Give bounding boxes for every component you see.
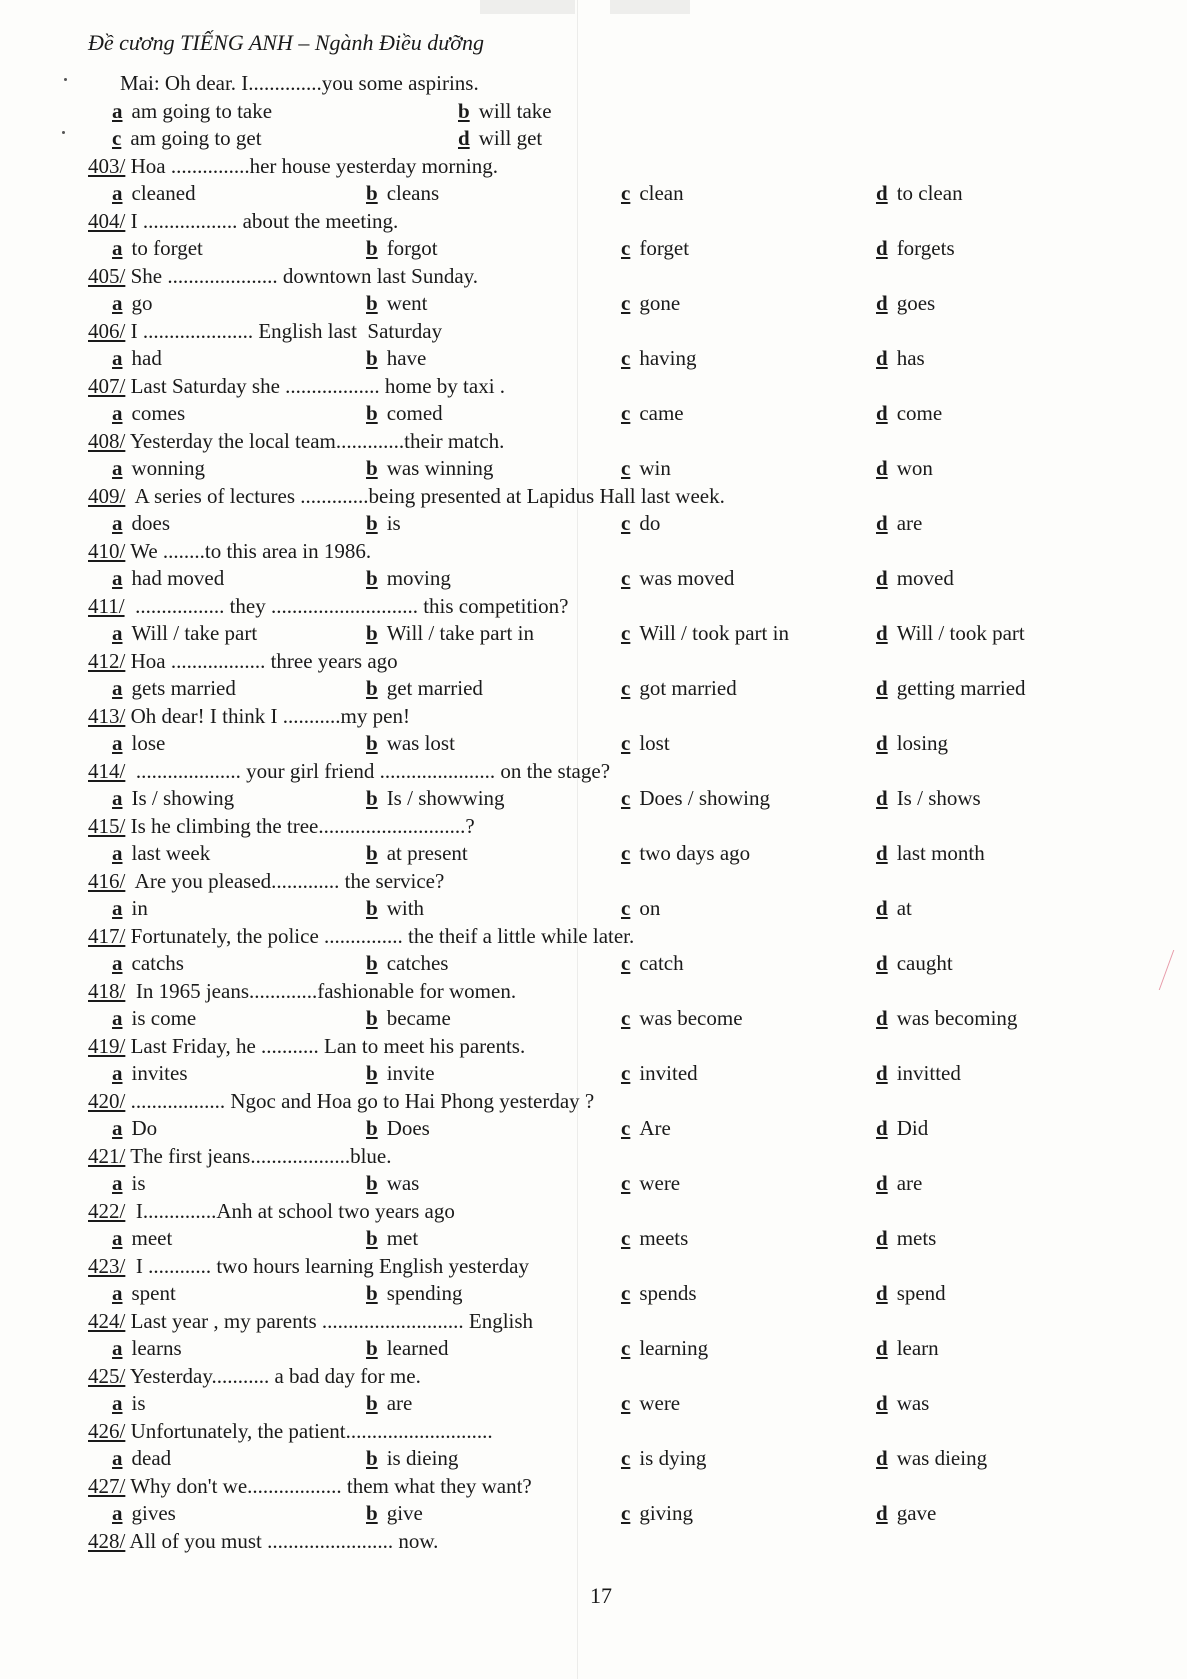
option-b: b will take: [458, 98, 552, 123]
options-row: [88, 345, 1088, 373]
options-row: [88, 1280, 1088, 1308]
question-stem: [88, 1418, 1088, 1446]
option-b: b Is / showwing: [366, 786, 505, 810]
option-a: a catchs: [112, 951, 184, 975]
question-stem: [88, 1033, 1088, 1061]
question-number: 422/: [88, 1198, 126, 1223]
option-c: c giving: [621, 1501, 693, 1525]
options-row: [88, 620, 1088, 648]
options-row: [88, 1390, 1088, 1418]
option-b: b spending: [366, 1281, 463, 1305]
question-stem: [88, 1143, 1088, 1171]
option-d: d last month: [876, 841, 985, 865]
question-stem: [88, 318, 1088, 346]
option-c: c do: [621, 511, 661, 535]
option-b: b was winning: [366, 456, 494, 480]
options-row: [88, 1445, 1088, 1473]
option-b: b went: [366, 291, 428, 315]
option-b: b Does: [366, 1116, 430, 1140]
option-b: b with: [366, 896, 425, 920]
option-b: b was lost: [366, 731, 455, 755]
option-c: c am going to get: [112, 126, 262, 150]
page-number: 17: [590, 1583, 612, 1608]
option-a: a lose: [112, 731, 166, 755]
option-c: c spends: [621, 1281, 697, 1305]
option-b: b get married: [366, 676, 483, 700]
option-a: a dead: [112, 1446, 172, 1470]
option-c: c learning: [621, 1336, 709, 1360]
question-text: In 1965 jeans.............fashionable for women.: [125, 978, 517, 1003]
option-d: d getting married: [876, 676, 1026, 700]
option-a: a gives: [112, 1501, 176, 1525]
question-text: I..............Anh at school two years ago: [125, 1198, 455, 1223]
question-text: She ..................... downtown last Sunday.: [125, 263, 479, 288]
question-number: 404/: [88, 208, 126, 233]
option-a: a Will / take part: [112, 621, 258, 645]
question-stem: [88, 758, 1088, 786]
option-b: b was: [366, 1171, 420, 1195]
option-c: c gone: [621, 291, 681, 315]
option-a: a had moved: [112, 566, 225, 590]
question-number: 412/: [88, 648, 126, 673]
option-d: d goes: [876, 291, 936, 315]
option-c: c were: [621, 1171, 681, 1195]
question-text: Yesterday the local team.............their match.: [125, 428, 505, 453]
question-number: 415/: [88, 813, 126, 838]
option-b: b Will / take part in: [366, 621, 534, 645]
question-number: 413/: [88, 703, 126, 728]
question-number: 421/: [88, 1143, 126, 1168]
question-stem: [88, 428, 1088, 456]
option-b: b cleans: [366, 181, 440, 205]
question-number: 426/: [88, 1418, 126, 1443]
question-stem: [88, 813, 1088, 841]
question-stem: [88, 1473, 1088, 1501]
option-a: a had: [112, 346, 162, 370]
option-b: b at present: [366, 841, 468, 865]
option-d: d moved: [876, 566, 954, 590]
option-d: d has: [876, 346, 925, 370]
option-c: c having: [621, 346, 697, 370]
question-text: Unfortunately, the patient............................: [125, 1418, 493, 1443]
scan-speck: [62, 131, 65, 134]
option-b: b met: [366, 1226, 419, 1250]
option-a: a meet: [112, 1226, 173, 1250]
option-a: a to forget: [112, 236, 203, 260]
option-c: c invited: [621, 1061, 698, 1085]
question-number: 427/: [88, 1473, 126, 1498]
question-text: Oh dear! I think I ...........my pen!: [125, 703, 410, 728]
option-d: d are: [876, 511, 923, 535]
question-number: 424/: [88, 1308, 126, 1333]
question-stem: [88, 153, 1088, 181]
options-row: [88, 1500, 1088, 1528]
option-a: a am going to take: [112, 98, 273, 123]
option-c: c catch: [621, 951, 684, 975]
options-row: [88, 1005, 1088, 1033]
question-text: .................... your girl friend ...................... on the stage?: [125, 758, 611, 783]
option-d: d forgets: [876, 236, 955, 260]
option-c: c forget: [621, 236, 690, 260]
option-d: d gave: [876, 1501, 937, 1525]
options-row: [88, 510, 1088, 538]
option-a: a in: [112, 896, 148, 920]
question-stem: [88, 483, 1088, 511]
option-c: c meets: [621, 1226, 689, 1250]
options-row: [88, 1335, 1088, 1363]
option-c: c Does / showing: [621, 786, 770, 810]
question-stem: [88, 1253, 1088, 1281]
option-b: b catches: [366, 951, 449, 975]
question-stem: [88, 593, 1088, 621]
question-stem: [88, 373, 1088, 401]
option-b: b forgot: [366, 236, 438, 260]
question-stem: [88, 1198, 1088, 1226]
question-number: 407/: [88, 373, 126, 398]
question-text: Last year , my parents ........................... English: [125, 1308, 534, 1333]
options-row: [88, 455, 1088, 483]
option-b: b are: [366, 1391, 413, 1415]
option-d: d Did: [876, 1116, 929, 1140]
option-c: c clean: [621, 181, 684, 205]
option-c: c win: [621, 456, 671, 480]
option-a: a Do: [112, 1116, 158, 1140]
question-text: Hoa ...............her house yesterday morning.: [125, 153, 499, 178]
option-d: d at: [876, 896, 912, 920]
option-a: a invites: [112, 1061, 188, 1085]
question-number: 428/: [88, 1528, 126, 1553]
question-stem: [88, 1308, 1088, 1336]
option-a: a Is / showing: [112, 786, 235, 810]
option-c: c was moved: [621, 566, 735, 590]
question-text: I .................. about the meeting.: [125, 208, 399, 233]
option-c: c were: [621, 1391, 681, 1415]
option-b: b is dieing: [366, 1446, 459, 1470]
options-row: [88, 290, 1088, 318]
question-stem: [88, 538, 1088, 566]
intro-options-row-2: [88, 125, 1088, 153]
question-text: Hoa .................. three years ago: [125, 648, 398, 673]
option-d: d learn: [876, 1336, 939, 1360]
question-stem: [88, 1363, 1088, 1391]
question-stem: [88, 703, 1088, 731]
options-row: [88, 1225, 1088, 1253]
option-d: d was: [876, 1391, 930, 1415]
question-text: Fortunately, the police ............... the theif a little while later.: [125, 923, 635, 948]
options-row: [88, 840, 1088, 868]
question-number: 406/: [88, 318, 126, 343]
scan-smudge: [480, 0, 575, 14]
options-row: [88, 1115, 1088, 1143]
option-b: b have: [366, 346, 427, 370]
option-a: a is: [112, 1171, 146, 1195]
options-row: [88, 675, 1088, 703]
option-a: a gets married: [112, 676, 236, 700]
option-b: b learned: [366, 1336, 449, 1360]
option-d: d mets: [876, 1226, 937, 1250]
option-c: c on: [621, 896, 661, 920]
options-row: [88, 1170, 1088, 1198]
question-number: 419/: [88, 1033, 126, 1058]
option-c: c Will / took part in: [621, 621, 789, 645]
option-b: b is: [366, 511, 401, 535]
question-number: 409/: [88, 483, 126, 508]
question-text: Is he climbing the tree............................?: [125, 813, 475, 838]
question-text: Yesterday........... a bad day for me.: [125, 1363, 421, 1388]
question-text: .................. Ngoc and Hoa go to Hai Phong yesterday ?: [125, 1088, 595, 1113]
option-c: c Are: [621, 1116, 671, 1140]
option-a: a go: [112, 291, 153, 315]
question-text: We ........to this area in 1986.: [125, 538, 372, 563]
option-d: d Is / shows: [876, 786, 981, 810]
question-stem: [88, 978, 1088, 1006]
option-d: d come: [876, 401, 943, 425]
option-c: c is dying: [621, 1446, 707, 1470]
question-stem: [88, 263, 1088, 291]
option-a: a learns: [112, 1336, 182, 1360]
option-b: b invite: [366, 1061, 435, 1085]
question-number: 405/: [88, 263, 126, 288]
question-stem: [88, 868, 1088, 896]
question-stem: [88, 208, 1088, 236]
question-number: 423/: [88, 1253, 126, 1278]
option-d: d was becoming: [876, 1006, 1018, 1030]
option-c: c two days ago: [621, 841, 751, 865]
option-d: d spend: [876, 1281, 946, 1305]
option-d: d invitted: [876, 1061, 961, 1085]
question-text: All of you must ........................ now.: [125, 1528, 439, 1553]
option-a: a last week: [112, 841, 211, 865]
option-a: a is: [112, 1391, 146, 1415]
question-stem: [88, 1088, 1088, 1116]
options-row: [88, 235, 1088, 263]
options-row: [88, 1060, 1088, 1088]
question-number: 417/: [88, 923, 126, 948]
question-number: 425/: [88, 1363, 126, 1388]
question-stem: [88, 923, 1088, 951]
question-number: 411/: [88, 593, 125, 618]
scan-speck: [64, 78, 67, 81]
options-row: [88, 565, 1088, 593]
question-number: 410/: [88, 538, 126, 563]
question-text: ................. they ............................ this competition?: [124, 593, 569, 618]
page-header: Đề cương TIẾNG ANH – Ngành Điều dưỡng: [88, 30, 484, 55]
option-d: d will get: [458, 126, 543, 150]
question-list: [88, 70, 1088, 1555]
option-d: d are: [876, 1171, 923, 1195]
question-number: 414/: [88, 758, 126, 783]
question-text: Last Saturday she .................. home by taxi .: [125, 373, 506, 398]
options-row: [88, 730, 1088, 758]
option-c: c lost: [621, 731, 670, 755]
option-d: d won: [876, 456, 933, 480]
question-number: 408/: [88, 428, 126, 453]
question-text: A series of lectures .............being presented at Lapidus Hall last week.: [125, 483, 725, 508]
option-d: d to clean: [876, 181, 963, 205]
intro-question: Mai: Oh dear. I..............you some aspirins.: [120, 71, 479, 95]
option-d: d was dieing: [876, 1446, 988, 1470]
scan-smudge: [610, 0, 690, 14]
options-row: [88, 785, 1088, 813]
options-row: [88, 400, 1088, 428]
option-d: d losing: [876, 731, 949, 755]
question-number: 416/: [88, 868, 126, 893]
option-a: a cleaned: [112, 181, 196, 205]
question-text: I ..................... English last Saturday: [125, 318, 443, 343]
option-c: c was become: [621, 1006, 743, 1030]
options-row: [88, 950, 1088, 978]
question-text: Why don't we.................. them what they want?: [125, 1473, 532, 1498]
intro-options-row-1: [88, 98, 1088, 126]
questions: [88, 153, 1088, 1556]
option-d: d Will / took part: [876, 621, 1025, 645]
option-b: b became: [366, 1006, 451, 1030]
options-row: [88, 895, 1088, 923]
option-a: a does: [112, 511, 170, 535]
question-text: I ............ two hours learning English yesterday: [125, 1253, 529, 1278]
edge-mark: [1159, 950, 1187, 990]
option-a: a wonning: [112, 456, 205, 480]
question-number: 403/: [88, 153, 126, 178]
question-stem: [88, 648, 1088, 676]
question-text: The first jeans...................blue.: [125, 1143, 392, 1168]
option-a: a is come: [112, 1006, 197, 1030]
option-c: c got married: [621, 676, 737, 700]
option-a: a comes: [112, 401, 186, 425]
question-text: Are you pleased............. the service?: [125, 868, 445, 893]
options-row: [88, 180, 1088, 208]
option-b: b moving: [366, 566, 451, 590]
question-number: 420/: [88, 1088, 126, 1113]
option-c: c came: [621, 401, 684, 425]
question-text: Last Friday, he ........... Lan to meet his parents.: [125, 1033, 526, 1058]
option-d: d caught: [876, 951, 953, 975]
question-stem: [88, 1528, 1088, 1556]
question-number: 418/: [88, 978, 126, 1003]
option-b: b give: [366, 1501, 423, 1525]
option-a: a spent: [112, 1281, 176, 1305]
option-b: b comed: [366, 401, 443, 425]
